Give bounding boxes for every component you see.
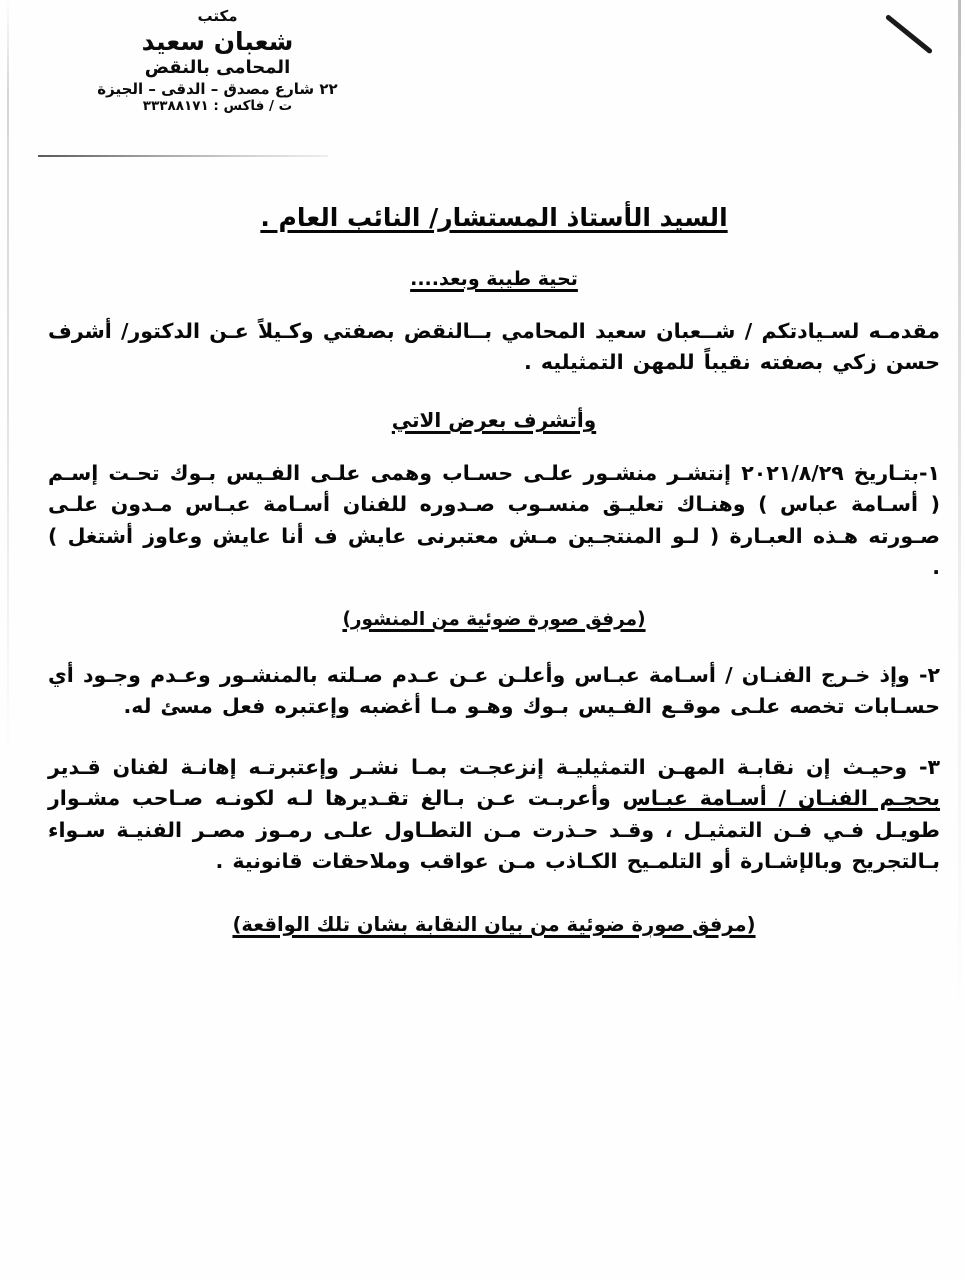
addressee-text: السيد الأستاذ المستشار/ النائب العام .: [260, 203, 728, 232]
document-body: [48, 195, 940, 936]
letterhead-phone: ت / فاكس : ٣٣٣٨٨١٧١: [142, 97, 293, 114]
offer-heading-text: وأتشرف بعرض الاتي: [391, 408, 597, 433]
numbered-item-1: ١-بتـاريخ ٢٠٢١/٨/٢٩ إنتشـر منشـور علـى حسـاب وهمى علـى الفـيس بـوك تحـت إسـم ( أسـامة عباس ) وهنـاك تعليـق منسـوب صـدوره للفنان أسـامة عبـاس مـدون علـى صـورته هـذه العبـارة ( لـو المنتجـين مـش معتبرنى عايش ف أنا عايش وعاوز أشتغل ) .: [48, 461, 940, 579]
attachment-note-2: [48, 913, 940, 936]
letterhead-office-label: مكتب: [197, 7, 238, 25]
scan-edge-artifact-right: [958, 0, 961, 1280]
offer-heading: [48, 408, 940, 432]
pen-stroke-mark-icon: [888, 14, 936, 58]
item-3-emphasis-text: بحجـم الفنـان / أسـامة عبـاس: [622, 786, 940, 811]
numbered-item-2: ٢- وإذ خـرج الفنـان / أسـامة عبـاس وأعلـن عـن عـدم صـلته بالمنشـور وعـدم وجـود أي حسـابات تخصه علـى موقـع الفـيس بـوك وهـو مـا أغضبه وإعتبره فعل مسئ له.: [48, 662, 940, 719]
greeting-text: تحية طيبة وبعد....: [410, 268, 578, 290]
attachment-note-2-text: (مرفق صورة ضوئية من بيان النقابة بشان تلك الواقعة): [232, 912, 756, 936]
letterhead: [75, 8, 360, 114]
attachment-note-1: [48, 609, 940, 630]
item-3-trail-text: وأعربـت عـن بـالغ تقـديرها لـه لكونـه صـاحب مشـوار طويـل فـي فـن التمثيـل ، وقـد حـذرت مـن التطـاول علـى رمـوز مصـر الفنيـة سـواء بـالتجريح وبالإشـارة أو التلمـيح الكـاذب مـن عواقب وملاحقات قانونية .: [48, 786, 940, 873]
greeting-line: [48, 268, 940, 290]
scan-edge-artifact-left: [7, 0, 9, 760]
letterhead-divider: [38, 155, 328, 157]
intro-paragraph: مقدمـه لسـيادتكم / شــعبان سعيد المحامي بــالنقض بصفتي وكـيلاً عـن الدكتور/ أشرف حسن زكي بصفته نقيباً للمهن التمثيليه .: [48, 319, 940, 375]
letterhead-address: ٢٢ شارع مصدق – الدقى – الجيزة: [97, 79, 338, 98]
letterhead-role: المحامى بالنقض: [144, 56, 291, 78]
attachment-note-1-text: (مرفق صورة ضوئية من المنشور): [342, 608, 646, 630]
letterhead-lawyer-name: شعبان سعيد: [141, 26, 294, 56]
item-3-lead-text: ٣- وحيـث إن نقابـة المهـن التمثيليـة إنزعجـت بمـا نشـر وإعتبرتـه إهانـة لفنان قـدير: [48, 755, 940, 780]
numbered-item-3: [48, 752, 940, 877]
addressee-line: [48, 195, 940, 232]
